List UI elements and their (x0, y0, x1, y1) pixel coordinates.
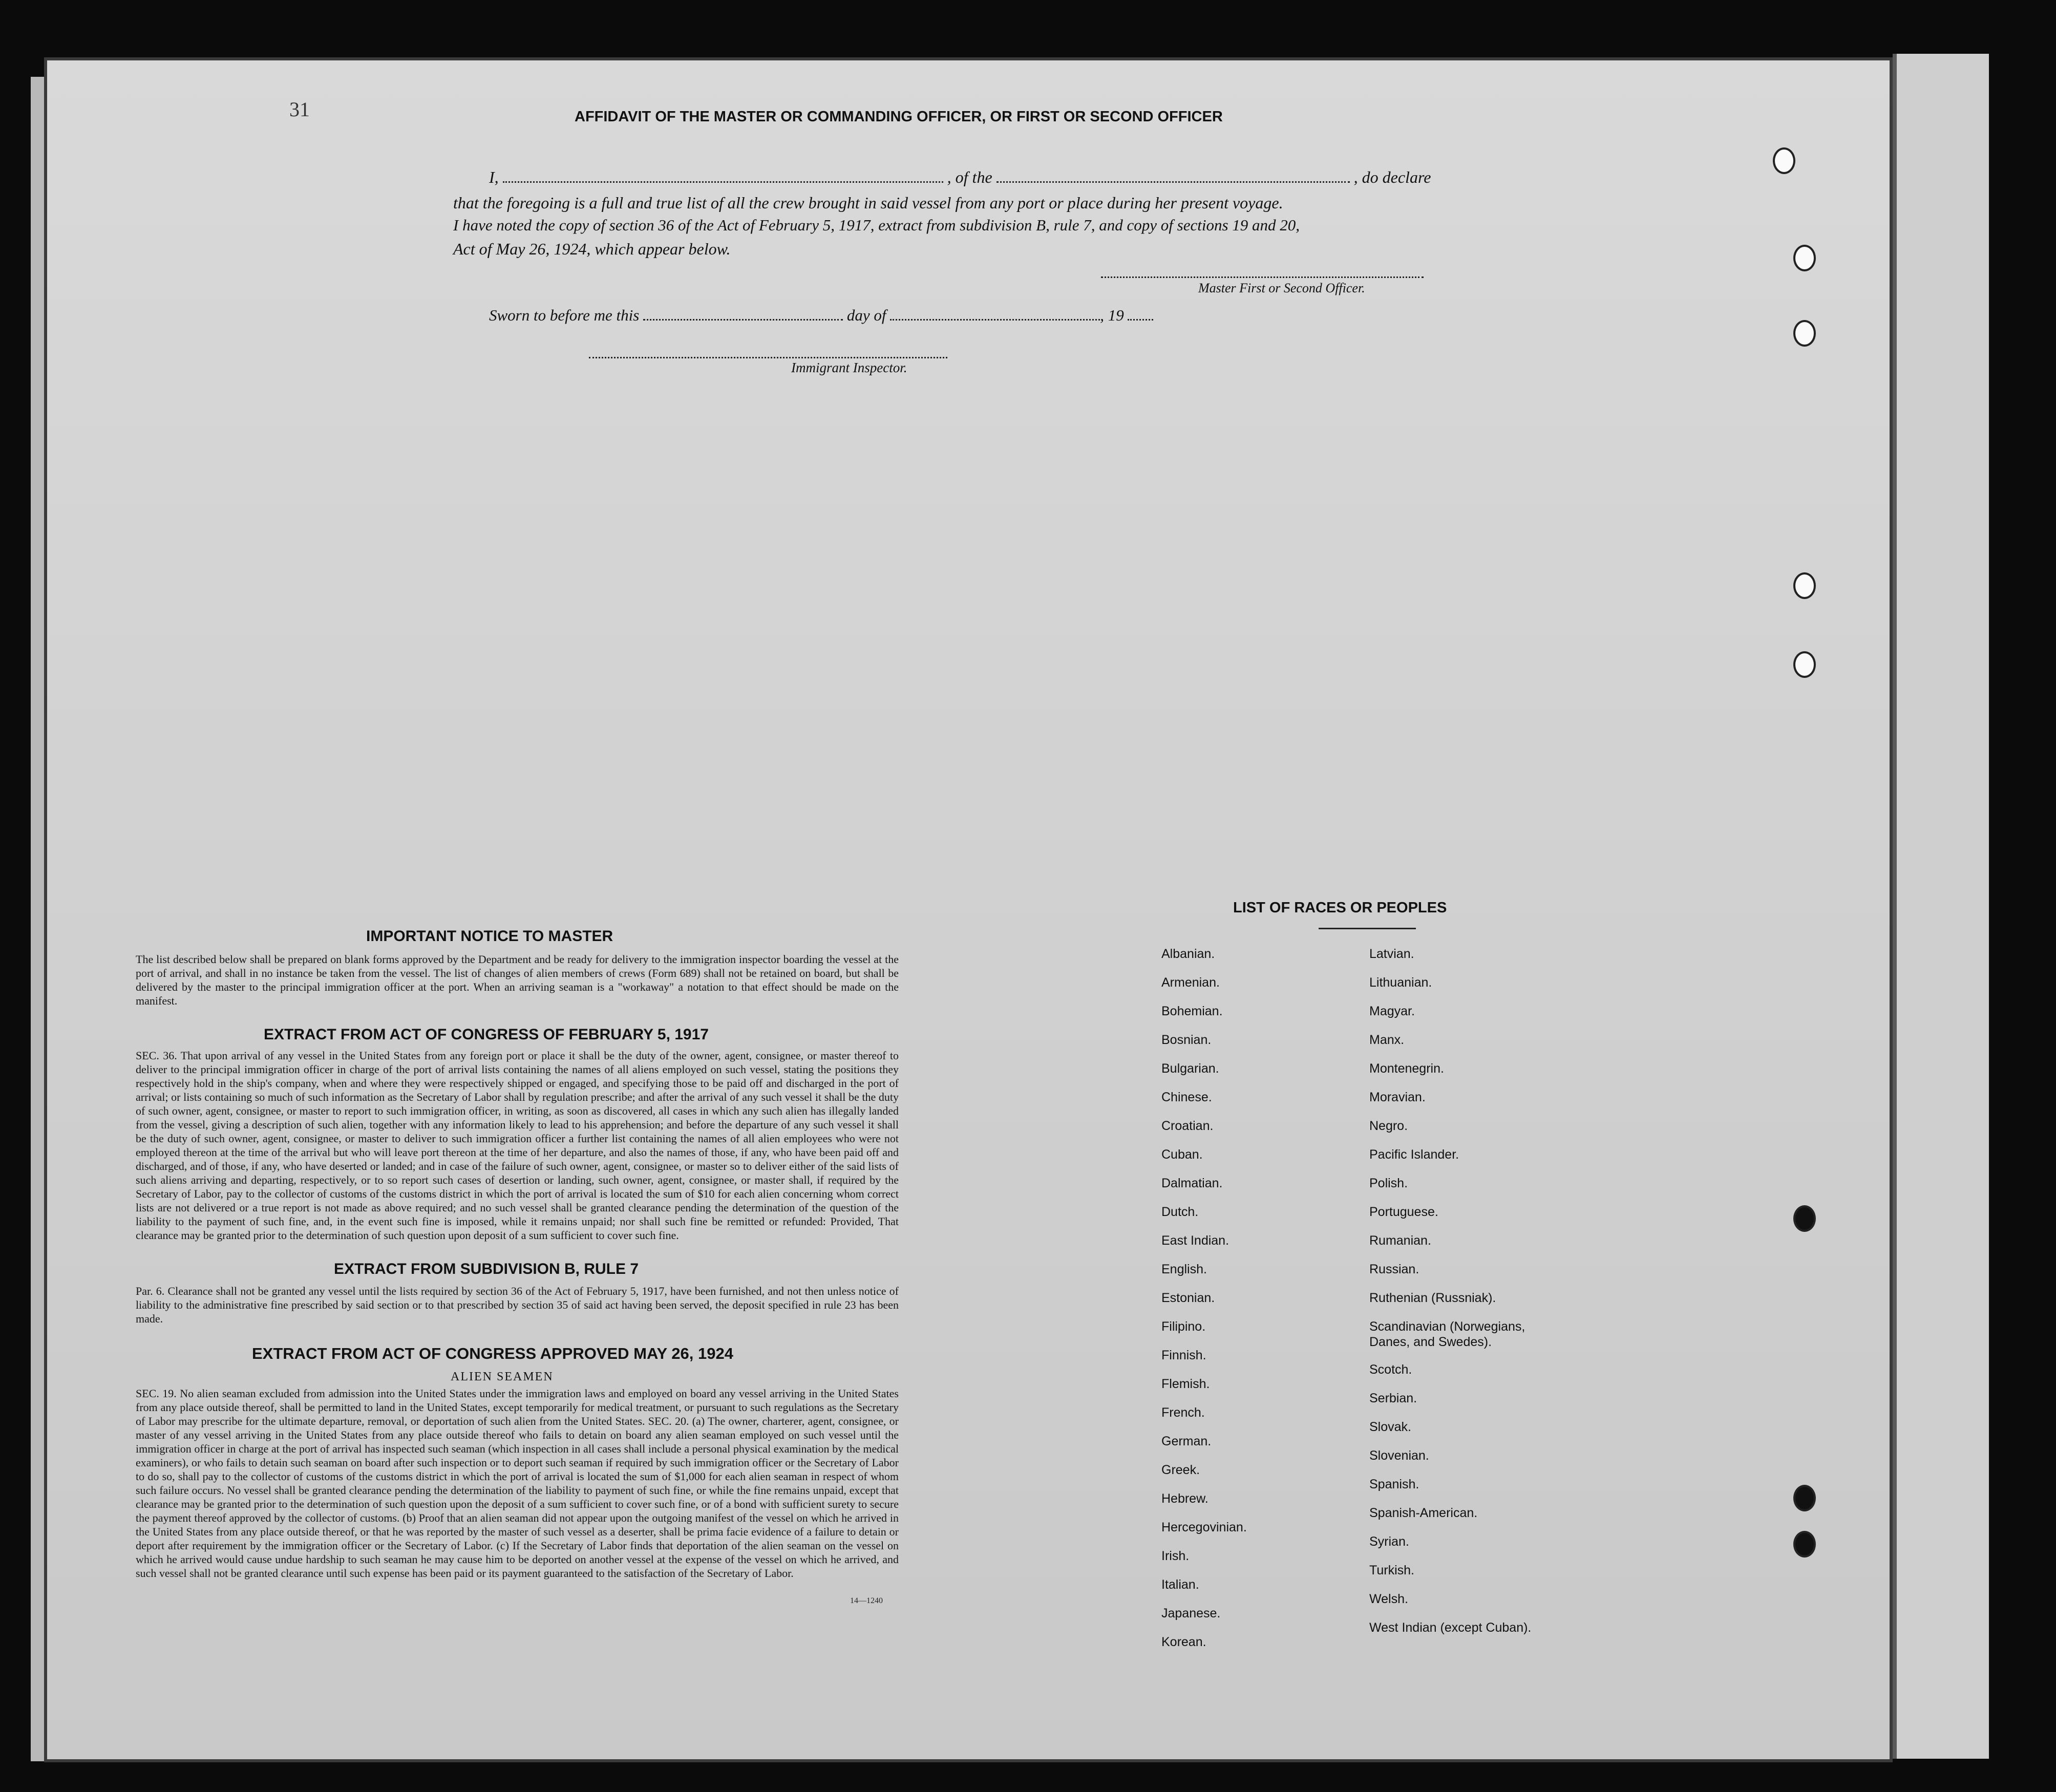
master-name-field[interactable] (503, 169, 943, 183)
race-item: Rumanian. (1369, 1233, 1431, 1248)
race-item: Latvian. (1369, 947, 1414, 961)
race-item: Flemish. (1161, 1377, 1210, 1391)
race-item: Manx. (1369, 1033, 1405, 1047)
sworn-label: Sworn to before me this (489, 306, 640, 324)
binder-hole-icon (1793, 572, 1816, 599)
race-item: Portuguese. (1369, 1205, 1438, 1219)
race-item: Croatian. (1161, 1119, 1214, 1133)
binder-hole-icon (1793, 651, 1816, 678)
race-item: Filipino. (1161, 1319, 1206, 1334)
races-title-rule (1319, 928, 1416, 929)
race-item: Polish. (1369, 1176, 1408, 1190)
race-item: Cuban. (1161, 1147, 1203, 1162)
year-label: , 19 (1100, 306, 1124, 324)
affidavit-i-label: I, (489, 168, 499, 186)
sworn-line (489, 306, 1153, 325)
race-item: Chinese. (1161, 1090, 1212, 1104)
race-item: Spanish. (1369, 1477, 1419, 1491)
affidavit-line-4: Act of May 26, 1924, which appear below. (453, 240, 731, 258)
binder-hole-icon (1773, 147, 1795, 174)
race-item: Slovak. (1369, 1420, 1411, 1434)
sworn-year-field[interactable] (1128, 307, 1153, 321)
race-item: English. (1161, 1262, 1207, 1276)
inspector-label: Immigrant Inspector. (791, 360, 907, 375)
form-number: 14—1240 (850, 1596, 883, 1605)
affidavit-line-3: I have noted the copy of section 36 of the Act of February 5, 1917, extract from subdivision B, rule 7, and copy of sections 19 and 20, (453, 216, 1300, 234)
race-item: Negro. (1369, 1119, 1408, 1133)
binder-hole-icon (1793, 245, 1816, 271)
binder-hole-icon (1793, 320, 1816, 347)
race-item: Hebrew. (1161, 1491, 1209, 1506)
race-item: Irish. (1161, 1549, 1190, 1563)
race-item: Scotch. (1369, 1362, 1412, 1377)
notice-title: IMPORTANT NOTICE TO MASTER (366, 928, 613, 945)
race-item: Dalmatian. (1161, 1176, 1223, 1190)
sworn-day-field[interactable] (643, 307, 843, 321)
race-item: Spanish-American. (1369, 1506, 1478, 1520)
notice-text: The list described below shall be prepared on blank forms approved by the Department and be ready for delivery to the immigration inspector boarding the vessel at the port of arrival, and shall in no instance be taken from the vessel. The list of changes of alien members of crews (Form 689) shall not be retained on board, but shall be delivered by the master to the principal immigration officer at the port. When an arriving seaman is a "workaway" a notation to that effect should be made on the manifest. (136, 953, 899, 1007)
race-item: Scandinavian (Norwegians, Danes, and Swedes). (1369, 1319, 1525, 1349)
races-left-column (1161, 946, 1247, 1663)
race-item: Estonian. (1161, 1291, 1215, 1305)
extract-rule7-title: EXTRACT FROM SUBDIVISION B, RULE 7 (334, 1261, 639, 1277)
affidavit-line-2: that the foregoing is a full and true list of all the crew brought in said vessel from any port or place during her present voyage. (453, 194, 1283, 212)
extract-1917-text: SEC. 36. That upon arrival of any vessel in the United States from any foreign port or place it shall be the duty of the owner, agent, consignee, or master thereof to deliver to the principal immigration officer in charge of the port of arrival lists containing the names of all aliens employed on such vessel, stating the positions they respectively hold in the ship's company, when and where they were respectively shipped or engaged, and specifying those to be paid off and discharged in the port of arrival; or lists containing so much of such information as the Secretary of Labor shall by regulation prescribe; and after the arrival of any such vessel it shall be the duty of such owner, agent, consignee, or master to report to such immigration officer, in writing, as soon as discovered, all cases in which any such alien has illegally landed from the vessel, giving a description of such alien, together with any information likely to lead to his apprehension; and before the departure of any such vessel it shall be the duty of such owner, agent, consignee, or master to deliver to such immigration officer a further list containing the names of all alien employees who were not employed thereon at the time of the arrival but who will leave port thereon at the time of her departure, and also the names of those, if any, who have been paid off and discharged, and of those, if any, who have deserted or landed; and in case of the failure of such owner, agent, consignee, or master so to deliver either of the said lists of such aliens arriving and departing, respectively, or to so report such cases of desertion or landing, such owner, agent, consignee, or master shall, if required by the Secretary of Labor, pay to the collector of customs of the customs district in which the port of arrival is located the sum of $10 for each alien concerning whom correct lists are not delivered or a true report is not made as above required; and no such vessel shall be granted clearance pending the determination of the question of the liability to the payment of such fine, and, in the event such fine is imposed, while it remains unpaid; nor shall such fine be remitted or refunded: Provided, That clearance may be granted prior to the determination of such question upon deposit of a sum sufficient to cover such fine. (136, 1049, 899, 1242)
inspector-signature-field[interactable] (589, 357, 947, 358)
race-item: Lithuanian. (1369, 975, 1432, 990)
race-item: Magyar. (1369, 1004, 1415, 1018)
affidavit-of-the-label: , of the (947, 168, 992, 186)
extract-1924-text: SEC. 19. No alien seaman excluded from admission into the United States under the immigration laws and employed on board any vessel arriving in the United States from any place outside thereof, shall be permitted to land in the United States, except temporarily for medical treatment, or pursuant to such regulations as the Secretary of Labor may prescribe for the ultimate departure, removal, or deportation of such alien from the United States. SEC. 20. (a) The owner, charterer, agent, consignee, or master of any vessel arriving in the United States from any place outside thereof who fails to detain on board any alien seaman employed on such vessel until the immigration officer in charge at the port of arrival has inspected such seaman (which inspection in all cases shall include a personal physical examination by the medical examiners), or who fails to detain such seaman on board after such inspection or to deport such seaman if required by such immigration officer or the Secretary of Labor to do so, shall pay to the collector of customs of the customs district in which the port of arrival is located the sum of $1,000 for each alien seaman in respect of whom such failure occurs. No vessel shall be granted clearance pending the determination of the liability to payment of such fine, or while the fine remains unpaid, except that clearance may be granted prior to the determination of such question upon the deposit of a sum sufficient to cover such fine, or of a bond with sufficient surety to secure the payment thereof approved by the collector of customs. (b) Proof that an alien seaman did not appear upon the outgoing manifest of the vessel on which he arrived in the United States from any place outside thereof, or that he was reported by the master of such vessel as a deserter, shall be prima facie evidence of a failure to detain or deport after requirement by the immigration officer or the Secretary of Labor. (c) If the Secretary of Labor finds that deportation of the alien seaman on the vessel on which he arrived would cause undue hardship to such seaman he may cause him to be deported on another vessel at the expense of the vessel on which he arrived, and such vessel shall not be granted clearance until such expense has been paid or its payment guaranteed to the satisfaction of the Secretary of Labor. (136, 1387, 899, 1580)
affidavit-do-declare-label: , do declare (1353, 168, 1431, 186)
race-item: Pacific Islander. (1369, 1147, 1459, 1162)
race-item: Ruthenian (Russniak). (1369, 1291, 1496, 1305)
races-right-column (1369, 946, 1564, 1649)
race-item: Finnish. (1161, 1348, 1206, 1362)
extract-1917-title: EXTRACT FROM ACT OF CONGRESS OF FEBRUARY 5, 1917 (264, 1026, 709, 1043)
race-item: Bohemian. (1161, 1004, 1223, 1018)
affidavit-declaration-line (489, 168, 1431, 187)
race-item: Japanese. (1161, 1606, 1221, 1620)
binding-strip (1893, 54, 1989, 1759)
race-item: Korean. (1161, 1635, 1206, 1649)
race-item: German. (1161, 1434, 1212, 1448)
race-item: Montenegrin. (1369, 1061, 1444, 1076)
extract-rule7-text: Par. 6. Clearance shall not be granted any vessel until the lists required by section 36 of the Act of February 5, 1917, have been furnished, and not then unless notice of liability to the administrative fine prescribed by said section or to that prescribed by section 35 of said act having been served, the deposit specified in rule 23 has been made. (136, 1285, 899, 1325)
race-item: Welsh. (1369, 1592, 1408, 1606)
race-item: Bosnian. (1161, 1033, 1212, 1047)
page-number-mark: 31 (289, 98, 310, 121)
race-item: Hercegovinian. (1161, 1520, 1247, 1534)
race-item: Serbian. (1369, 1391, 1417, 1405)
race-item: Italian. (1161, 1577, 1199, 1592)
race-item: West Indian (except Cuban). (1369, 1620, 1532, 1635)
master-signature-field[interactable] (1101, 276, 1424, 278)
binder-hole-icon (1793, 1205, 1816, 1232)
sworn-month-field[interactable] (890, 307, 1100, 321)
alien-seamen-subheading: ALIEN SEAMEN (451, 1370, 554, 1383)
race-item: Slovenian. (1369, 1448, 1429, 1463)
race-item: Turkish. (1369, 1563, 1414, 1577)
race-item: Armenian. (1161, 975, 1220, 990)
races-title: LIST OF RACES OR PEOPLES (1233, 900, 1447, 916)
race-item: Dutch. (1161, 1205, 1199, 1219)
affidavit-title: AFFIDAVIT OF THE MASTER OR COMMANDING OFFICER, OR FIRST OR SECOND OFFICER (575, 109, 1223, 125)
day-of-label: day of (846, 306, 886, 324)
race-item: Russian. (1369, 1262, 1419, 1276)
race-item: Bulgarian. (1161, 1061, 1219, 1076)
binder-hole-icon (1793, 1531, 1816, 1558)
race-item: Syrian. (1369, 1534, 1409, 1549)
race-item: French. (1161, 1405, 1205, 1420)
race-item: East Indian. (1161, 1233, 1230, 1248)
race-item: Moravian. (1369, 1090, 1426, 1104)
vessel-name-field[interactable] (997, 169, 1350, 183)
race-item: Greek. (1161, 1463, 1200, 1477)
race-item: Albanian. (1161, 947, 1215, 961)
master-signature-label: Master First or Second Officer. (1198, 281, 1365, 295)
binder-hole-icon (1793, 1485, 1816, 1511)
extract-1924-title: EXTRACT FROM ACT OF CONGRESS APPROVED MAY 26, 1924 (252, 1345, 733, 1362)
